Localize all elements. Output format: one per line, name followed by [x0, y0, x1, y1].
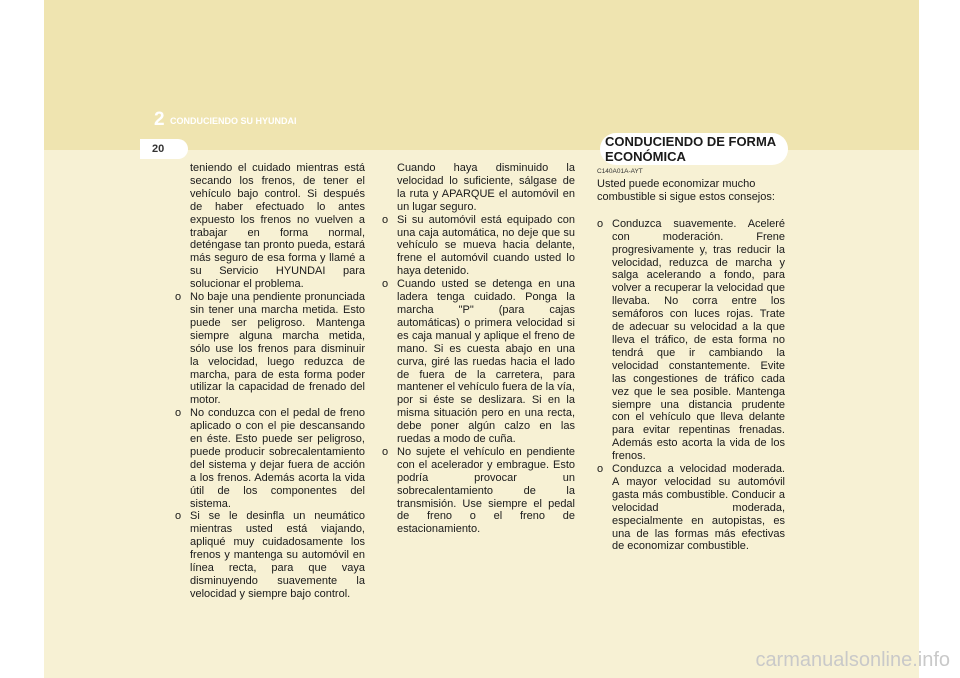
bullet-marker: o — [175, 510, 182, 523]
list-item — [597, 463, 785, 553]
list-item — [382, 446, 575, 536]
section-title-line-1: CONDUCIENDO DE FORMA — [605, 134, 777, 149]
list-item — [382, 278, 575, 446]
chapter-title: CONDUCIENDO SU HYUNDAI — [170, 116, 297, 126]
bullet-marker: o — [382, 445, 389, 458]
bullet-marker: o — [175, 407, 182, 420]
header-band — [44, 0, 919, 150]
list-item-text: No baje una pendiente pronunciada sin tener una marcha metida. Esto puede ser peligroso. Mantenga siempre alguna marcha metida, sólo use los frenos para disminuir la velocidad, luego reduzca de marcha, para de esta forma poder utilizar la capacidad de frenado del motor. — [190, 291, 365, 407]
chapter-number: 2 — [154, 109, 165, 130]
bullet-marker: o — [382, 278, 389, 291]
list-item — [382, 214, 575, 279]
bullet-marker: o — [382, 213, 389, 226]
list-item-text: Si su automóvil está equipado con una caja automática, no deje que su vehículo se mueva hacia delante, frene el automóvil cuando usted lo haya detenido. — [397, 213, 575, 278]
column-2 — [382, 162, 575, 536]
list-item-text: No sujete el vehículo en pendiente con el acelerador y embrague. Esto podría provocar un sobrecalentamiento de la transmisión. Use siempre el pedal de freno o el freno de estacionamiento. — [397, 445, 575, 536]
bullet-marker: o — [597, 463, 604, 476]
column-1-continuation: teniendo el cuidado mientras está secando los frenos, de tener el vehículo bajo control. Si después de haber efectuado lo antes expuesto los frenos no vuelven a trabajar en forma normal, deténgase tan pronto pueda, estará más seguro de esa forma y llamé a su Servicio HYUNDAI para solucionar el problema. — [190, 162, 365, 291]
list-item-text: No conduzca con el pedal de freno aplicado o con el pie descansando en éste. Esto puede ser peligroso, puede producir sobrecalentamiento del sistema y dejar fuera de acción a los frenos. Además acorta la vida útil de los componentes del sistema. — [190, 407, 365, 510]
section-code: C140A01A-AYT — [597, 168, 643, 175]
list-item — [175, 407, 365, 510]
bullet-marker: o — [597, 217, 604, 230]
list-item-text: Conduzca suavemente. Aceleré con moderación. Frene progresivamente y, tras reducir la velocidad, reduzca de marcha y salga acelerando a fondo, para volver a recuperar la velocidad que llevaba. No corra entre los semáforos con luces rojas. Trate de adecuar su velocidad a la que lleva el tráfico, de esta forma no tendrá que ir cambiando la velocidad constantemente. Evite las congestiones de tráfico cada vez que le sea posible. Mantenga siempre una distancia prudente con el vehículo que lleva delante para evitar repentinas frenadas. Además esto acorta la vida de los frenos. — [612, 217, 785, 463]
column-2-continuation: Cuando haya disminuido la velocidad lo suficiente, sálgase de la ruta y APARQUE el automóvil en un lugar seguro. — [397, 162, 575, 213]
page-number: 20 — [152, 143, 165, 155]
column-3 — [597, 178, 785, 553]
watermark: carmanualsonline.info — [755, 649, 950, 671]
bullet-marker: o — [175, 291, 182, 304]
list-item — [597, 218, 785, 463]
list-item — [175, 510, 365, 600]
section-intro: Usted puede economizar mucho combustible si sigue estos consejos: — [597, 178, 775, 203]
list-item-text: Cuando usted se detenga en una ladera tenga cuidado. Ponga la marcha "P" (para cajas automáticas) o primera velocidad si es caja manual y aplique el freno de mano. Si es cuesta abajo en una curva, giré las ruedas hacia el lado de fuera de la carretera, para mantener el vehículo fuera de la vía, por si éste se deslizara. Si en la misma situación pero en una recta, debe poner algún calzo en las ruedas a modo de cuña. — [397, 278, 575, 446]
section-title — [605, 134, 785, 164]
column-1 — [175, 162, 365, 601]
list-item-text: Conduzca a velocidad moderada. A mayor velocidad su automóvil gasta más combustible. Conducir a velocidad moderada, especialmente en autopistas, es una de las formas más efectivas de economizar combustible. — [612, 463, 785, 553]
list-item-text: Si se le desinfla un neumático mientras usted está viajando, apliqué muy cuidadosamente los frenos y mantenga su automóvil en línea recta, para que vaya disminuyendo suavemente la velocidad y siempre bajo control. — [190, 510, 365, 600]
list-item — [175, 291, 365, 407]
section-title-line-2: ECONÓMICA — [605, 149, 686, 164]
